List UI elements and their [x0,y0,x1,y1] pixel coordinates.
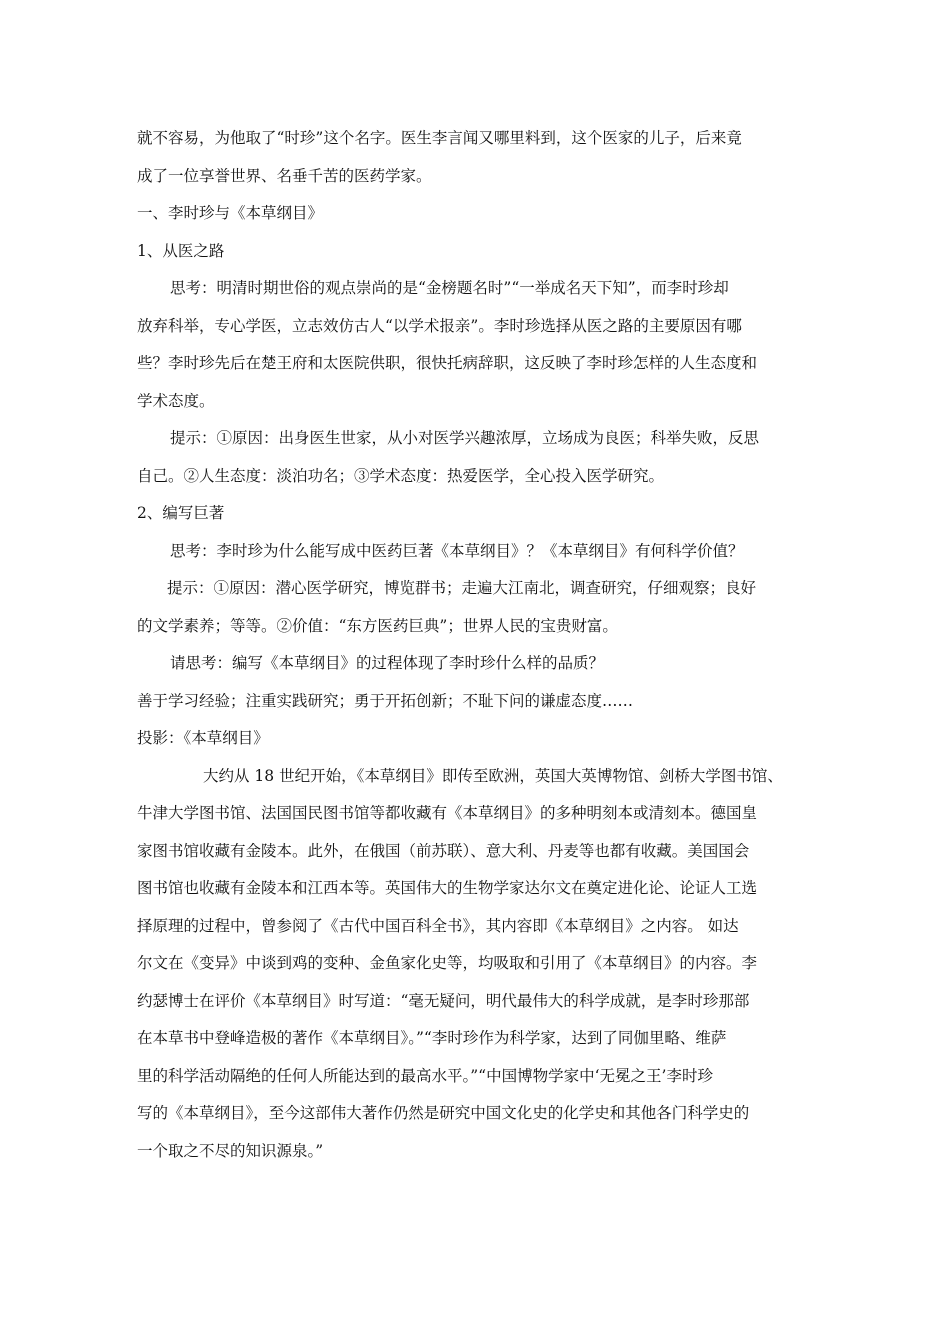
hint-1-line-1: 提示：①原因：出身医生世家，从小对医学兴趣浓厚，立场成为良医；科举失败，反思 [170,429,760,447]
paragraph-intro-line-1: 就不容易，为他取了“时珍”这个名字。医生李言闻又哪里料到，这个医家的儿子，后来竟 [137,129,742,147]
subsection-heading-2: 2、编写巨著 [137,504,225,522]
projection-text-line-3: 家图书馆收藏有金陵本。此外，在俄国（前苏联）、意大利、丹麦等也都有收藏。美国国会 [137,841,750,860]
answer-3-line-1: 善于学习经验；注重实践研究；勇于开拓创新；不耻下问的谦虚态度…… [137,691,634,710]
question-2-line-1: 思考：李时珍为什么能写成中医药巨著《本草纲目》？《本草纲目》有何科学价值？ [170,541,744,560]
projection-text-line-2: 牛津大学图书馆、法国国民图书馆等都收藏有《本草纲目》的多种明刻本或清刻本。德国皇 [137,804,758,822]
document-body [137,120,817,1170]
projection-text-line-10: 写的《本草纲目》，至今这部伟大著作仍然是研究中国文化史的化学史和其他各门科学史的 [137,1104,750,1122]
hint-1-line-2: 自己。②人生态度：淡泊功名；③学术态度：热爱医学，全心投入医学研究。 [137,466,665,485]
hint-2-line-1: 提示：①原因：潜心医学研究，博览群书；走遍大江南北，调查研究，仔细观察；良好 [167,579,757,597]
projection-text-line-8: 在本草书中登峰造极的著作《本草纲目》。”“李时珍作为科学家，达到了同伽里略、维萨 [137,1029,727,1047]
hint-2-line-2: 的文学素养；等等。②价值：“东方医药巨典”；世界人民的宝贵财富。 [137,616,618,635]
projection-text-line-4: 图书馆也收藏有金陵本和江西本等。英国伟大的生物学家达尔文在奠定进化论、论证人工选 [137,879,758,897]
projection-text-line-11: 一个取之不尽的知识源泉。” [137,1141,324,1160]
subsection-heading-1: 1、从医之路 [137,241,225,260]
projection-text-line-5: 择原理的过程中，曾参阅了《古代中国百科全书》，其内容即《本草纲目》之内容。 如达 [137,916,739,935]
section-heading-1: 一、李时珍与《本草纲目》 [137,204,324,222]
projection-text-line-9: 里的科学活动隔绝的任何人所能达到的最高水平。”“中国博物学家中‘无冕之王’李时珍 [137,1066,713,1085]
projection-text-line-7: 约瑟博士在评价《本草纲目》时写道：“毫无疑问，明代最伟大的科学成就，是李时珍那部 [137,991,750,1010]
paragraph-intro-line-2: 成了一位享誉世界、名垂千苦的医药学家。 [137,166,432,185]
question-1-line-2: 放弃科举，专心学医，立志效仿古人“以学术报亲”。李时珍选择从医之路的主要原因有哪 [137,316,742,335]
question-3-line-1: 请思考：编写《本草纲目》的过程体现了李时珍什么样的品质？ [170,654,605,672]
question-1-line-4: 学术态度。 [137,391,215,410]
projection-text-line-6: 尔文在《变异》中谈到鸡的变种、金鱼家化史等，均吸取和引用了《本草纲目》的内容。李 [137,954,758,972]
question-1-line-3: 些？李时珍先后在楚王府和太医院供职，很快托病辞职，这反映了李时珍怎样的人生态度和 [137,354,758,372]
projection-text-line-1: 大约从 18 世纪开始，《本草纲目》即传至欧洲，英国大英博物馆、剑桥大学图书馆、 [203,766,783,785]
projection-heading: 投影：《本草纲目》 [137,729,269,747]
question-1-line-1: 思考：明清时期世俗的观点崇尚的是“金榜题名时”“一举成名天下知”，而李时珍却 [170,279,729,297]
